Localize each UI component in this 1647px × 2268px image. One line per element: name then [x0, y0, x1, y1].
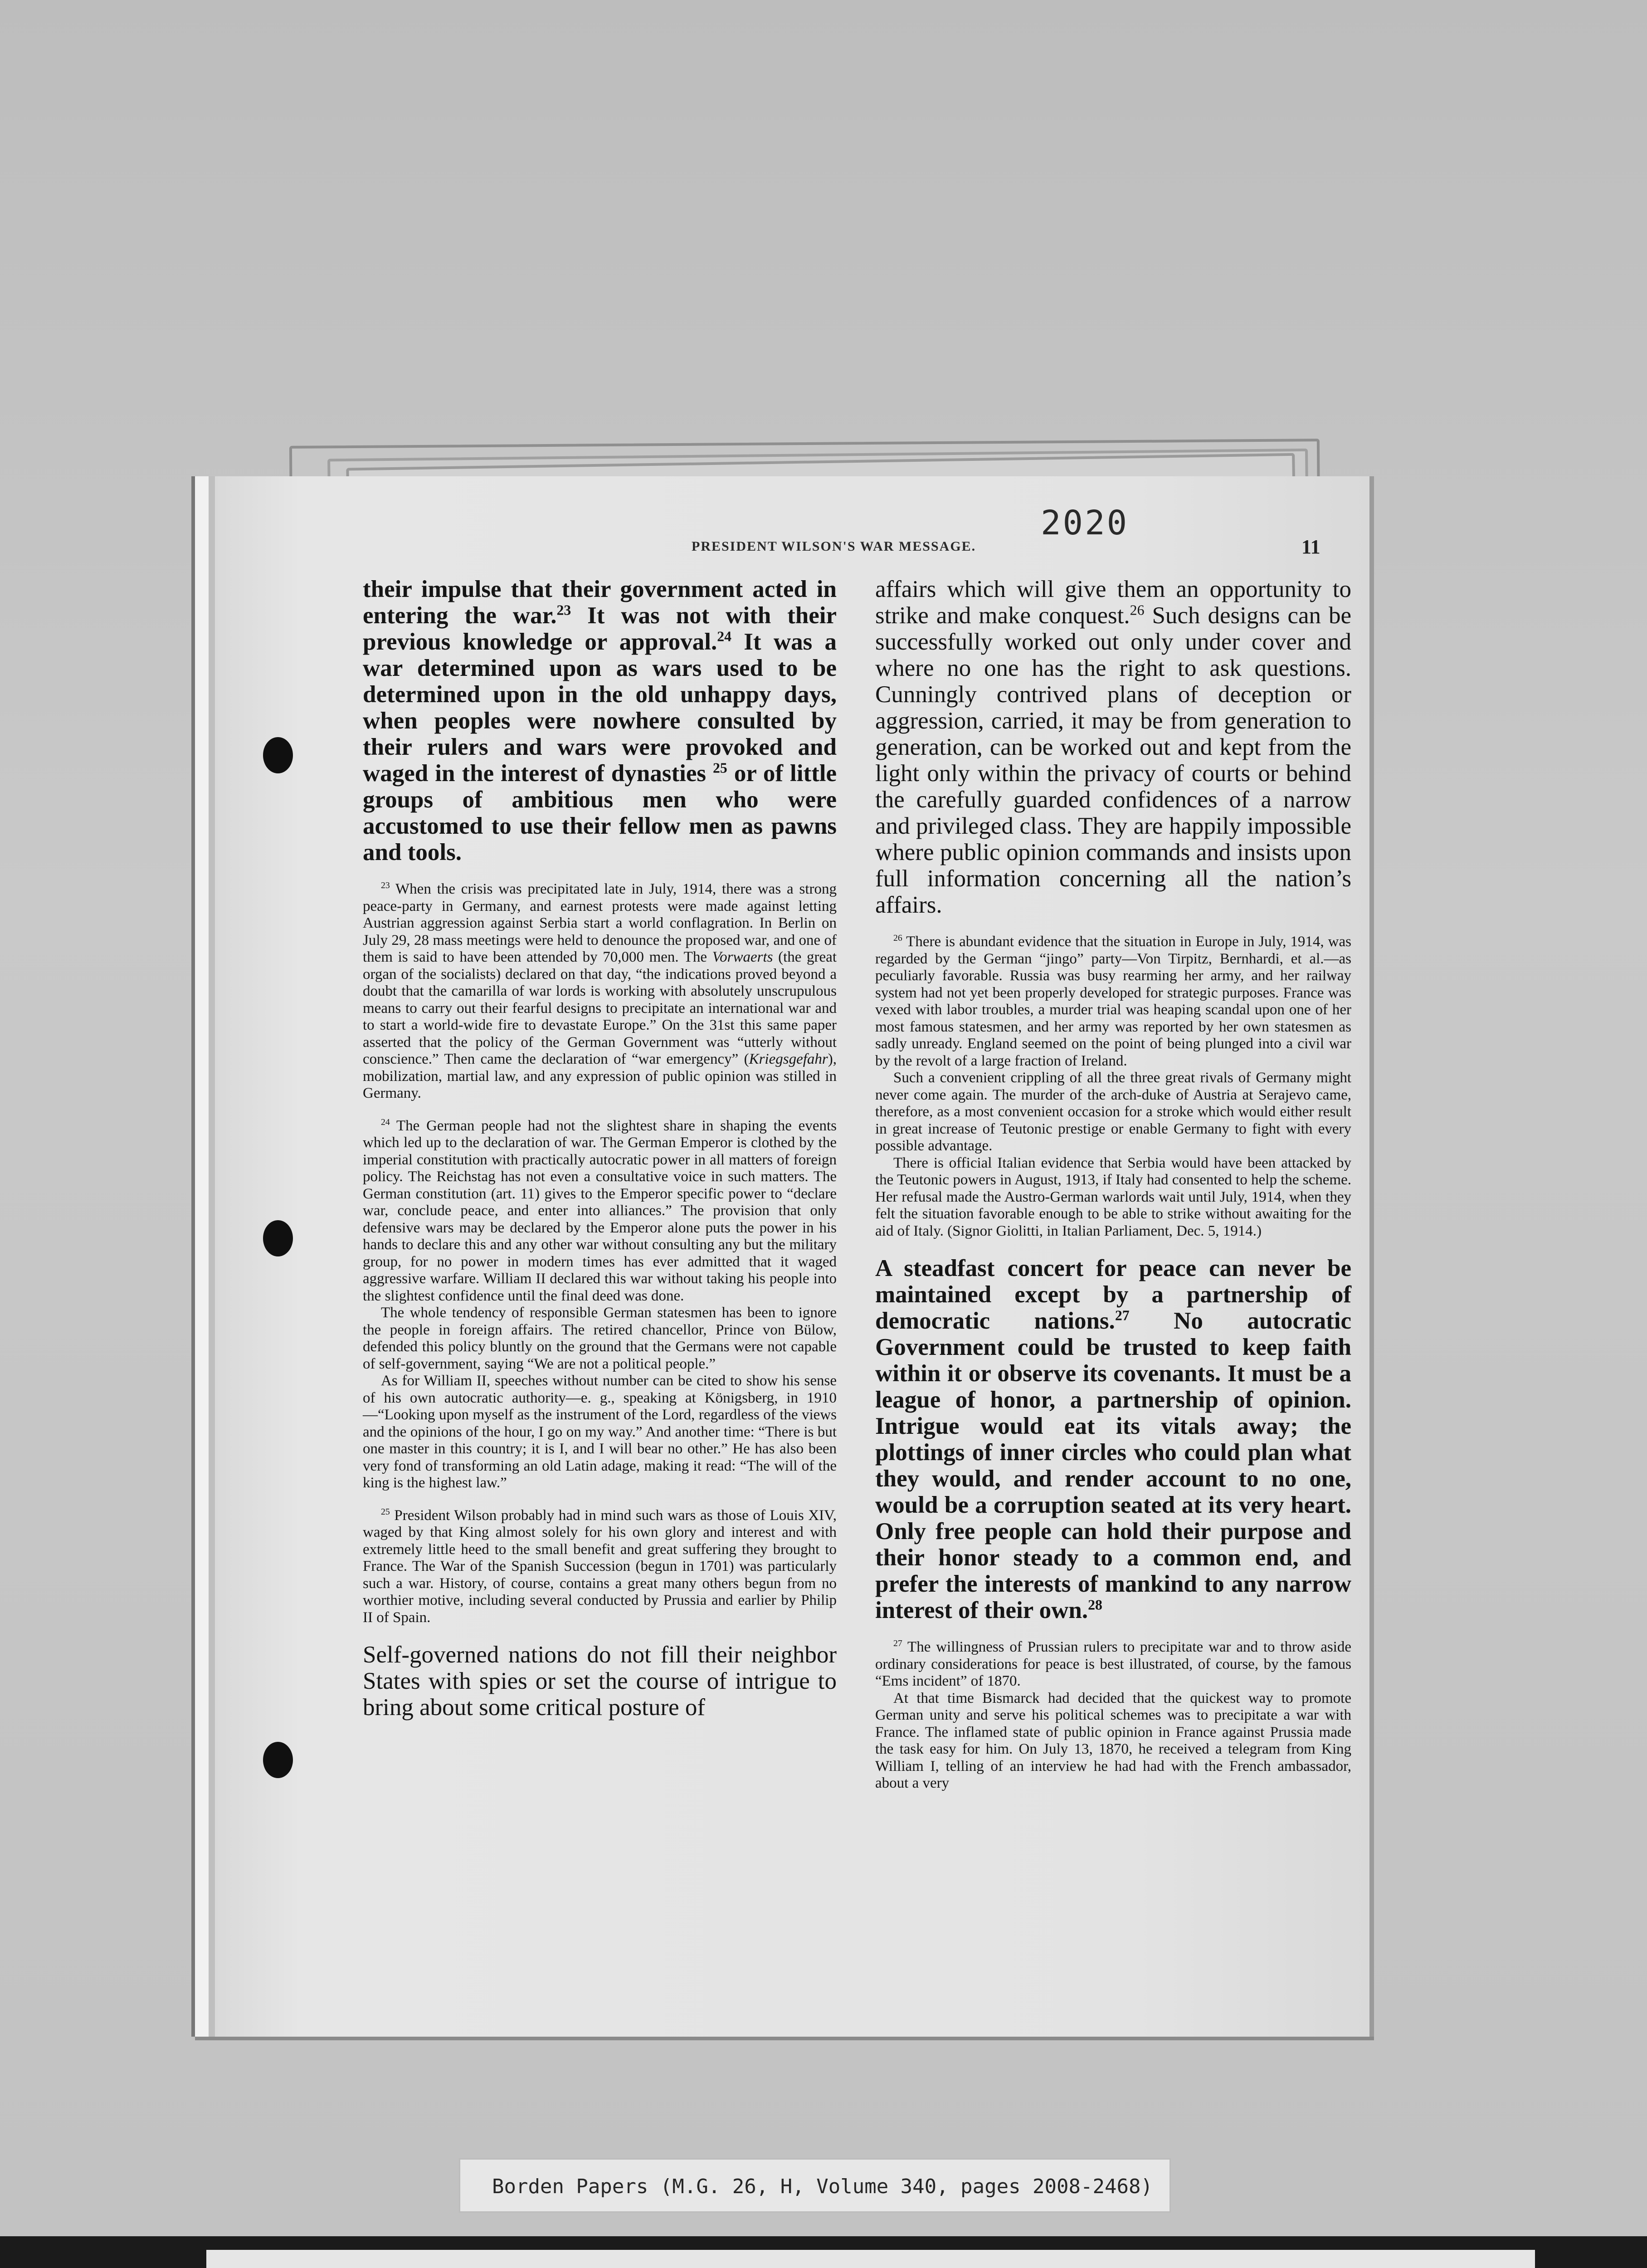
text-run: No autocratic Government could be trusted to keep faith within it or observe its covenants. It must be a league of honor, a partnership of opinion. Intrigue would eat its vitals away; the plottings of inner circles who could plan what they would, and render account to no one, would be a corruption seated at its very heart. Only free people can hold their purpose and their honor steady to a common end, and prefer the interests of mankind to any narrow interest of their own. [875, 1308, 1351, 1623]
body-paragraph [875, 1255, 1351, 1623]
footnote-27-paragraph: At that time Bismarck had decided that the quickest way to promote German unity and serve his political schemes was to precipitate a war with France. The inflamed state of public opinion in France against Prussia made the task easy for him. On July 13, 1870, he received a telegram from King William I, telling of an interview he had had with the French ambassador, about a very [875, 1690, 1351, 1791]
text-run: President Wilson probably had in mind such wars as those of Louis XIV, waged by that King almost solely for his own glory and interest and with extremely little heed to the small benefit and great suffering they brought to France. The War of the Spanish Succession (begun in 1701) was particularly such a war. History, of course, contains a great many others begun from no worthier motive, including several conducted by Prussia and earlier by Philip II of Spain. [363, 1507, 837, 1626]
footnote-ref: 25 [381, 1506, 390, 1517]
body-paragraph [363, 576, 837, 865]
footnote-ref: 27 [893, 1638, 902, 1648]
footnote-24 [363, 1118, 837, 1305]
footnote-26-paragraph: There is official Italian evidence that Serbia would have been attacked by the Teutonic powers in August, 1913, if Italy had consented to help the scheme. Her refusal made the Austro-German warlords wait until July, 1914, when they felt the situation favorable enough to be able to strike without awaiting for the aid of Italy. (Signor Giolitti, in Italian Parliament, Dec. 5, 1914.) [875, 1154, 1351, 1239]
punch-hole-icon [263, 1220, 293, 1256]
italic-text: Kriegsgefahr [749, 1051, 828, 1067]
footnote-ref: 26 [893, 933, 902, 943]
footnote-26-paragraph: Such a convenient crippling of all the three great rivals of Germany might never come again. The murder of the arch-duke of Austria at Serajevo came, therefore, as a most convenient occasion for a stroke which would either result in great increase of Teutonic prestige or enable Germany to fight with every possible advantage. [875, 1070, 1351, 1154]
punch-hole-icon [263, 737, 293, 773]
text-run: It was a war determined upon as wars used to be determined upon in the old unhappy days, when peoples were nowhere consulted by their rulers and wars were provoked and waged in the interest of dynasties [363, 629, 837, 787]
footnote-ref: 24 [381, 1117, 390, 1127]
text-run: It was not with their previous knowledge or approval. [363, 602, 837, 655]
footnote-ref: 26 [1130, 602, 1145, 618]
footnote-ref: 23 [556, 602, 571, 618]
text-run: (the great organ of the socialists) declared on that day, “the indications proved beyond a doubt that the camarilla of war lords is working with absolutely unscrupulous means to carry out their fearful designs to precipitate an international war and to start a world-wide fire to devastate Europe.” On the 31st this same paper asserted that the policy of the German Government was “utterly without conscience.” Then came the declaration of “war emergency” ( [363, 949, 837, 1067]
running-head: PRESIDENT WILSON'S WAR MESSAGE. [692, 539, 976, 554]
footnote-ref: 27 [1115, 1307, 1130, 1324]
text-run: Such designs can be successfully worked out only under cover and where no one has the right to ask questions. Cunningly contrived plans of deception or aggression, carried, it may be from generation to generation, can be worked out and kept from the light only within the privacy of courts or behind the carefully guarded confidences of a narrow and privileged class. They are happily impossible where public opinion commands and insists upon full information concerning all the nation’s affairs. [875, 602, 1351, 918]
punch-hole-icon [263, 1742, 293, 1778]
text-run: or of little groups of ambitious men who were accustomed to use their fellow men as pawns and tools. [363, 760, 837, 865]
footnote-27 [875, 1639, 1351, 1690]
page-number: 11 [1301, 536, 1321, 558]
text-run: affairs which will give them an opportunity to strike and make conquest. [875, 576, 1351, 629]
footnote-ref: 24 [717, 628, 732, 645]
right-column [875, 576, 1351, 1792]
text-run: When the crisis was precipitated late in July, 1914, there was a strong peace-party in Germany, and earnest protests were made against letting Austrian aggression against Serbia start a world conflagration. In Berlin on July 29, 28 mass meetings were held to denounce the proposed war, and one of them is said to have been attended by 70,000 men. The [363, 881, 837, 965]
text-run: The German people had not the slightest share in shaping the events which led up to the declaration of war. The German Emperor is clothed by the imperial constitution with practically autocratic power in all matters of foreign policy. The Reichstag has not even a consultative voice in such matters. The German constitution (art. 11) gives to the Emperor specific power to “declare war, conclude peace, and enter into alliances.” The provision that only defensive wars may be declared by the Emperor alone puts the power in his hands to declare this and any other war without consulting any but the military group, for no power in modern times has ever admitted that it waged aggressive warfare. William II declared this war without taking his people into the slightest confidence until the final deed was done. [363, 1117, 837, 1304]
footnote-ref: 25 [713, 760, 727, 776]
archives-label-card [206, 2250, 1535, 2268]
left-column [363, 576, 837, 1721]
footnote-26 [875, 934, 1351, 1070]
footnote-25 [363, 1507, 837, 1627]
footnote-ref: 23 [381, 880, 390, 890]
text-run: their impulse that their government acted in entering the war. [363, 576, 837, 629]
text-run: ), mobilization, martial law, and any expression of public opinion was stilled in Germany. [363, 1051, 837, 1101]
handwritten-page-stamp: 2020 [1041, 503, 1129, 543]
body-paragraph: Self-governed nations do not fill their neighbor States with spies or set the course of intrigue to bring about some critical posture of [363, 1642, 837, 1721]
page-fold-edge [209, 476, 215, 2037]
archive-reference-caption: Borden Papers (M.G. 26, H, Volume 340, pages 2008-2468) [459, 2158, 1171, 2213]
document-page [195, 476, 1374, 2037]
footnote-ref: 28 [1088, 1597, 1102, 1613]
italic-text: Vorwaerts [712, 949, 773, 965]
footnote-23 [363, 881, 837, 1102]
body-paragraph [875, 576, 1351, 918]
text-run: The willingness of Prussian rulers to precipitate war and to throw aside ordinary considerations for peace is best illustrated, of course, by the famous “Ems incident” of 1870. [875, 1639, 1351, 1689]
footnote-24-paragraph: As for William II, speeches without number can be cited to show his sense of his own autocratic authority—e. g., speaking at Königsberg, in 1910—“Looking upon myself as the instrument of the Lord, regardless of the views and the opinions of the hour, I go on my way.” And another time: “There is but one master in this country; it is I, and I will bear no other.” He has also been very fond of transforming an old Latin adage, making it read: “The will of the king is the highest law.” [363, 1373, 837, 1491]
footnote-24-paragraph: The whole tendency of responsible German statesmen has been to ignore the people in foreign affairs. The retired chancellor, Prince von Bülow, defended this policy bluntly on the ground that the Germans were not capable of self-government, saying “We are not a political people.” [363, 1305, 837, 1372]
text-run: There is abundant evidence that the situation in Europe in July, 1914, was regarded by the German “jingo” party—Von Tirpitz, Bernhardi, et al.—as peculiarly favorable. Russia was busy rearming her army, and her railway system had not yet been properly developed for strategic purposes. France was vexed with labor troubles, a murder trial was heaping scandal upon one of her most famous statesmen, and her army was reported by her own statesmen as sadly unready. England seemed on the point of being plunged into a civil war by the revolt of a large fraction of Ireland. [875, 934, 1351, 1069]
text-run: A steadfast concert for peace can never be maintained except by a partnership of democratic nations. [875, 1255, 1351, 1334]
